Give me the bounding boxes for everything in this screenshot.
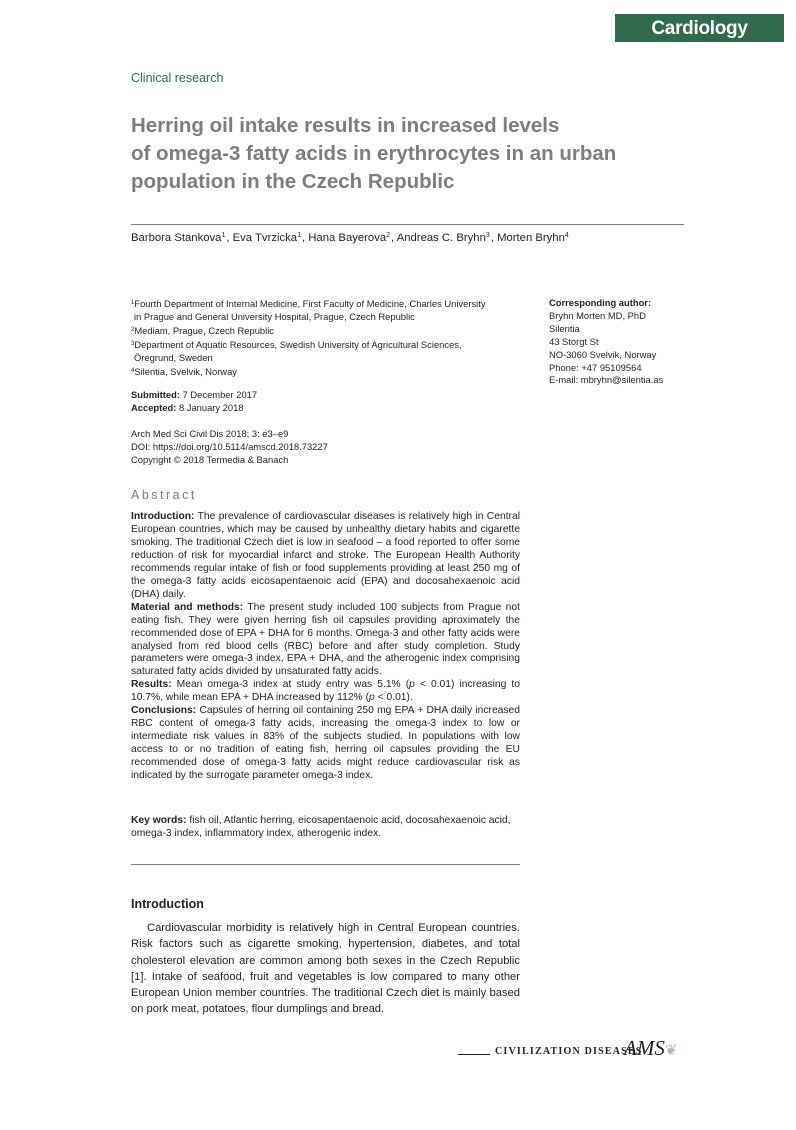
abstract-introduction (131, 511, 520, 602)
abstract-text: Mean omega-3 index at study entry was 5.1% ( (176, 679, 410, 691)
copyright-line: Copyright © 2018 Termedia & Banach (131, 453, 289, 465)
affiliation-item (131, 338, 531, 352)
abstract-methods (131, 602, 520, 680)
corresponding-email: E-mail: mbryhn@silentia.as (549, 374, 664, 386)
abstract-body (131, 511, 520, 783)
ams-logo-text: AMS (624, 1036, 665, 1060)
abstract-label: Introduction: (131, 511, 195, 522)
affiliation-number: 3 (131, 340, 135, 347)
keywords-text: fish oil, Atlantic herring, eicosapentaenoic acid, docosahexaenoic acid, omega-3 index, inflammatory index, atherogenic index. (131, 815, 511, 839)
corresponding-line: 43 Storgt St (549, 335, 599, 347)
footer-series: CIVILIZATION DISEASES (495, 1046, 643, 1057)
affiliation-text: in Prague and General University Hospital, Prague, Czech Republic (134, 310, 415, 322)
abstract-text: The present study included 100 subjects from Prague not eating fish. They were given herring fish oil capsules providing aproximately the recommended dose of EPA + DHA for 6 months. Omega-3 and other fatty acids were analysed from red blood cells (RBC) before and after study completion. Study parameters were omega-3 index, EPA + DHA, and the atherogenic index comprising saturated fatty acids divided by unsaturated fatty acids. (131, 601, 520, 678)
affiliation-item (131, 297, 531, 311)
corresponding-line: Bryhn Morten MD, PhD (549, 309, 646, 321)
corresponding-line: Silentia (549, 322, 580, 334)
citation-line: Arch Med Sci Civil Dis 2018; 3: e3–e9 (131, 428, 289, 439)
author-affiliation: 3 (485, 232, 490, 239)
abstract-text: Capsules of herring oil containing 250 mg EPA + DHA daily increased RBC content of omega-3 fatty acids, increasing the omega-3 index to low or intermediate risk values in 83% of the subjects studied. In populations with low access to or no tradition of eating fish, herring oil capsules providing the EU recommended dose of omega-3 fatty acids might reduce cardiovascular risk as indicated by the surrogate parameter omega-3 index. (131, 705, 520, 782)
abstract-label: Results: (131, 679, 172, 691)
abstract-text: The prevalence of cardiovascular diseases is relatively high in Central European countries, which may be caused by unhealthy dietary habits and cigarette smoking. The traditional Czech diet is low in seafood – a food reported to offer some reduction of risk for myocardial infarct and stroke. The European Health Authority recommends regular intake of fish or food supplements providing at least 250 mg of the omega-3 fatty acids eicosapentaenoic acid (EPA) and docosahexaenoic acid (DHA) daily. (131, 511, 520, 600)
affiliation-item (131, 324, 531, 338)
accepted-date (131, 402, 257, 415)
abstract-heading: Abstract (131, 488, 197, 502)
author-name: Andreas C. Bryhn (396, 232, 486, 244)
journal-section-tab: Cardiology (615, 14, 784, 42)
keywords-label: Key words: (131, 815, 187, 826)
affiliation-text: Öregrund, Sweden (134, 351, 213, 363)
footer-rule (458, 1054, 490, 1055)
author-affiliation: 4 (564, 232, 569, 239)
abstract-conclusions (131, 705, 520, 783)
author-name: Eva Tvrzicka (232, 232, 298, 244)
abstract-text: < 0.01) increasing to 10.7%, while mean EPA + DHA increased by 112% ( (131, 679, 520, 704)
affiliations (131, 297, 531, 378)
affiliation-text: Silentia, Svelvik, Norway (134, 365, 237, 377)
affiliation-number: 4 (131, 367, 135, 374)
author-name: Barbora Stankova (131, 232, 222, 244)
corresponding-author (549, 297, 749, 387)
affiliation-item (131, 365, 531, 379)
introduction-heading: Introduction (131, 897, 204, 911)
p-symbol: p (369, 692, 375, 704)
author-affiliation: 1 (221, 232, 226, 239)
title-rule (131, 224, 684, 225)
ams-logo (624, 1036, 677, 1061)
p-symbol: p (409, 679, 415, 691)
author-name: Hana Bayerova (308, 232, 387, 244)
submitted-date (131, 389, 257, 402)
doi-line: DOI: https://doi.org/10.5114/amscd.2018.73227 (131, 440, 328, 452)
abstract-rule (131, 864, 520, 865)
submitted-value: 7 December 2017 (182, 389, 258, 400)
submission-dates (131, 389, 257, 415)
abstract-label: Conclusions: (131, 705, 197, 717)
leaf-icon: ❦ (664, 1043, 678, 1059)
author-list: Barbora Stankova$^1$, Eva Tvrzicka$^1$, Hana Bayerova$^2$, Andreas C. Bryhn$^3$, Morten Bryhn$^4$ (131, 232, 569, 244)
abstract-text: < 0.01). (374, 692, 413, 704)
affiliation-text: Fourth Department of Internal Medicine, First Faculty of Medicine, Charles University (134, 298, 486, 309)
affiliation-text: Department of Aquatic Resources, Swedish University of Agricultural Sciences, (134, 338, 462, 350)
corresponding-heading: Corresponding author: (549, 297, 652, 308)
introduction-paragraph: Cardiovascular morbidity is relatively high in Central European countries. Risk factors such as cigarette smoking, hypertension, diabetes, and total cholesterol elevation are common among both sexes in the Czech Republic [1]. Intake of seafood, fruit and vegetables is low compared to many other European Union member countries. The traditional Czech diet is mainly based on pork meat, potatoes, flour dumplings and bread. (131, 922, 520, 1016)
article-title (131, 112, 691, 196)
title-line: of omega-3 fatty acids in erythrocytes in an urban (131, 142, 617, 165)
submitted-label: Submitted: (131, 389, 180, 400)
affiliation-text: Mediam, Prague, Czech Republic (134, 324, 274, 336)
article-type: Clinical research (131, 71, 224, 85)
author-affiliation: 1 (297, 232, 301, 239)
title-line: Herring oil intake results in increased levels (131, 114, 560, 137)
accepted-label: Accepted: (131, 401, 177, 413)
title-line: population in the Czech Republic (131, 170, 455, 193)
accepted-value: 8 January 2018 (178, 401, 244, 413)
affiliation-number: 2 (131, 326, 135, 333)
abstract-results (131, 679, 520, 705)
affiliation-number: 1 (131, 300, 135, 306)
corresponding-line: NO-3060 Svelvik, Norway (549, 348, 657, 360)
citation-block (131, 428, 328, 467)
keywords (131, 815, 520, 841)
author-affiliation: 2 (386, 232, 391, 239)
abstract-label: Material and methods: (131, 601, 244, 613)
author-name: Morten Bryhn (497, 232, 565, 244)
corresponding-line: Phone: +47 95109564 (549, 361, 642, 373)
